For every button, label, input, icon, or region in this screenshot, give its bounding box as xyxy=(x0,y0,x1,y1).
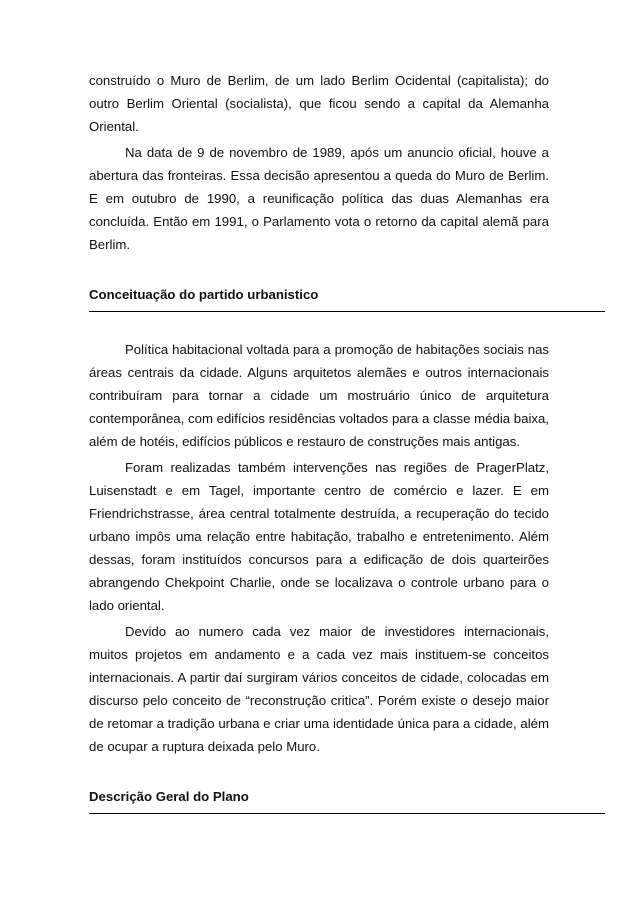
section-heading-descricao xyxy=(89,788,605,814)
section-heading-conceituacao xyxy=(89,286,605,312)
body-paragraph: Devido ao numero cada vez maior de investidores internacionais, muitos projetos em andamento e a cada vez mais instituem-se conceitos internacionais. A partir daí surgiram vários conceitos de cidade, colocadas em discurso pelo conceito de “reconstrução critica”. Porém existe o desejo maior de retomar a tradição urbana e criar uma identidade única para a cidade, além de ocupar a ruptura deixada pelo Muro. xyxy=(89,624,549,754)
section-heading-text: Conceituação do partido urbanistico xyxy=(89,287,319,302)
section-spacer xyxy=(89,312,549,338)
body-paragraph: Política habitacional voltada para a promoção de habitações sociais nas áreas centrais da cidade. Alguns arquitetos alemães e outros internacionais contribuíram para tornar a cidade um mostruário único de arquitetura contemporânea, com edifícios residências voltados para a classe média baixa, além de hotéis, edifícios públicos e restauro de construções mais antigas. xyxy=(89,342,549,449)
body-paragraph: Foram realizadas também intervenções nas regiões de PragerPlatz, Luisenstadt e em Tagel, importante centro de comércio e lazer. E em Friendrichstrasse, área central totalmente destruída, a recuperação do tecido urbano impôs uma relação entre habitação, trabalho e entretenimento. Além dessas, foram instituídos concursos para a edificação de dois quarteirões abrangendo Chekpoint Charlie, onde se localizava o controle urbano para o lado oriental. xyxy=(89,460,549,613)
section-spacer xyxy=(89,256,549,286)
body-paragraph: construído o Muro de Berlim, de um lado Berlim Ocidental (capitalista); do outro Berlim Oriental (socialista), que ficou sendo a capital da Alemanha Oriental. xyxy=(89,73,549,134)
body-paragraph: Na data de 9 de novembro de 1989, após um anuncio oficial, houve a abertura das fronteiras. Essa decisão apresentou a queda do Muro de Berlim. E em outubro de 1990, a reunificação política das duas Alemanhas era concluída. Então em 1991, o Parlamento vota o retorno da capital alemã para Berlim. xyxy=(89,145,549,252)
section-spacer xyxy=(89,758,549,788)
section-heading-text: Descrição Geral do Plano xyxy=(89,789,249,804)
document-body xyxy=(89,69,549,814)
